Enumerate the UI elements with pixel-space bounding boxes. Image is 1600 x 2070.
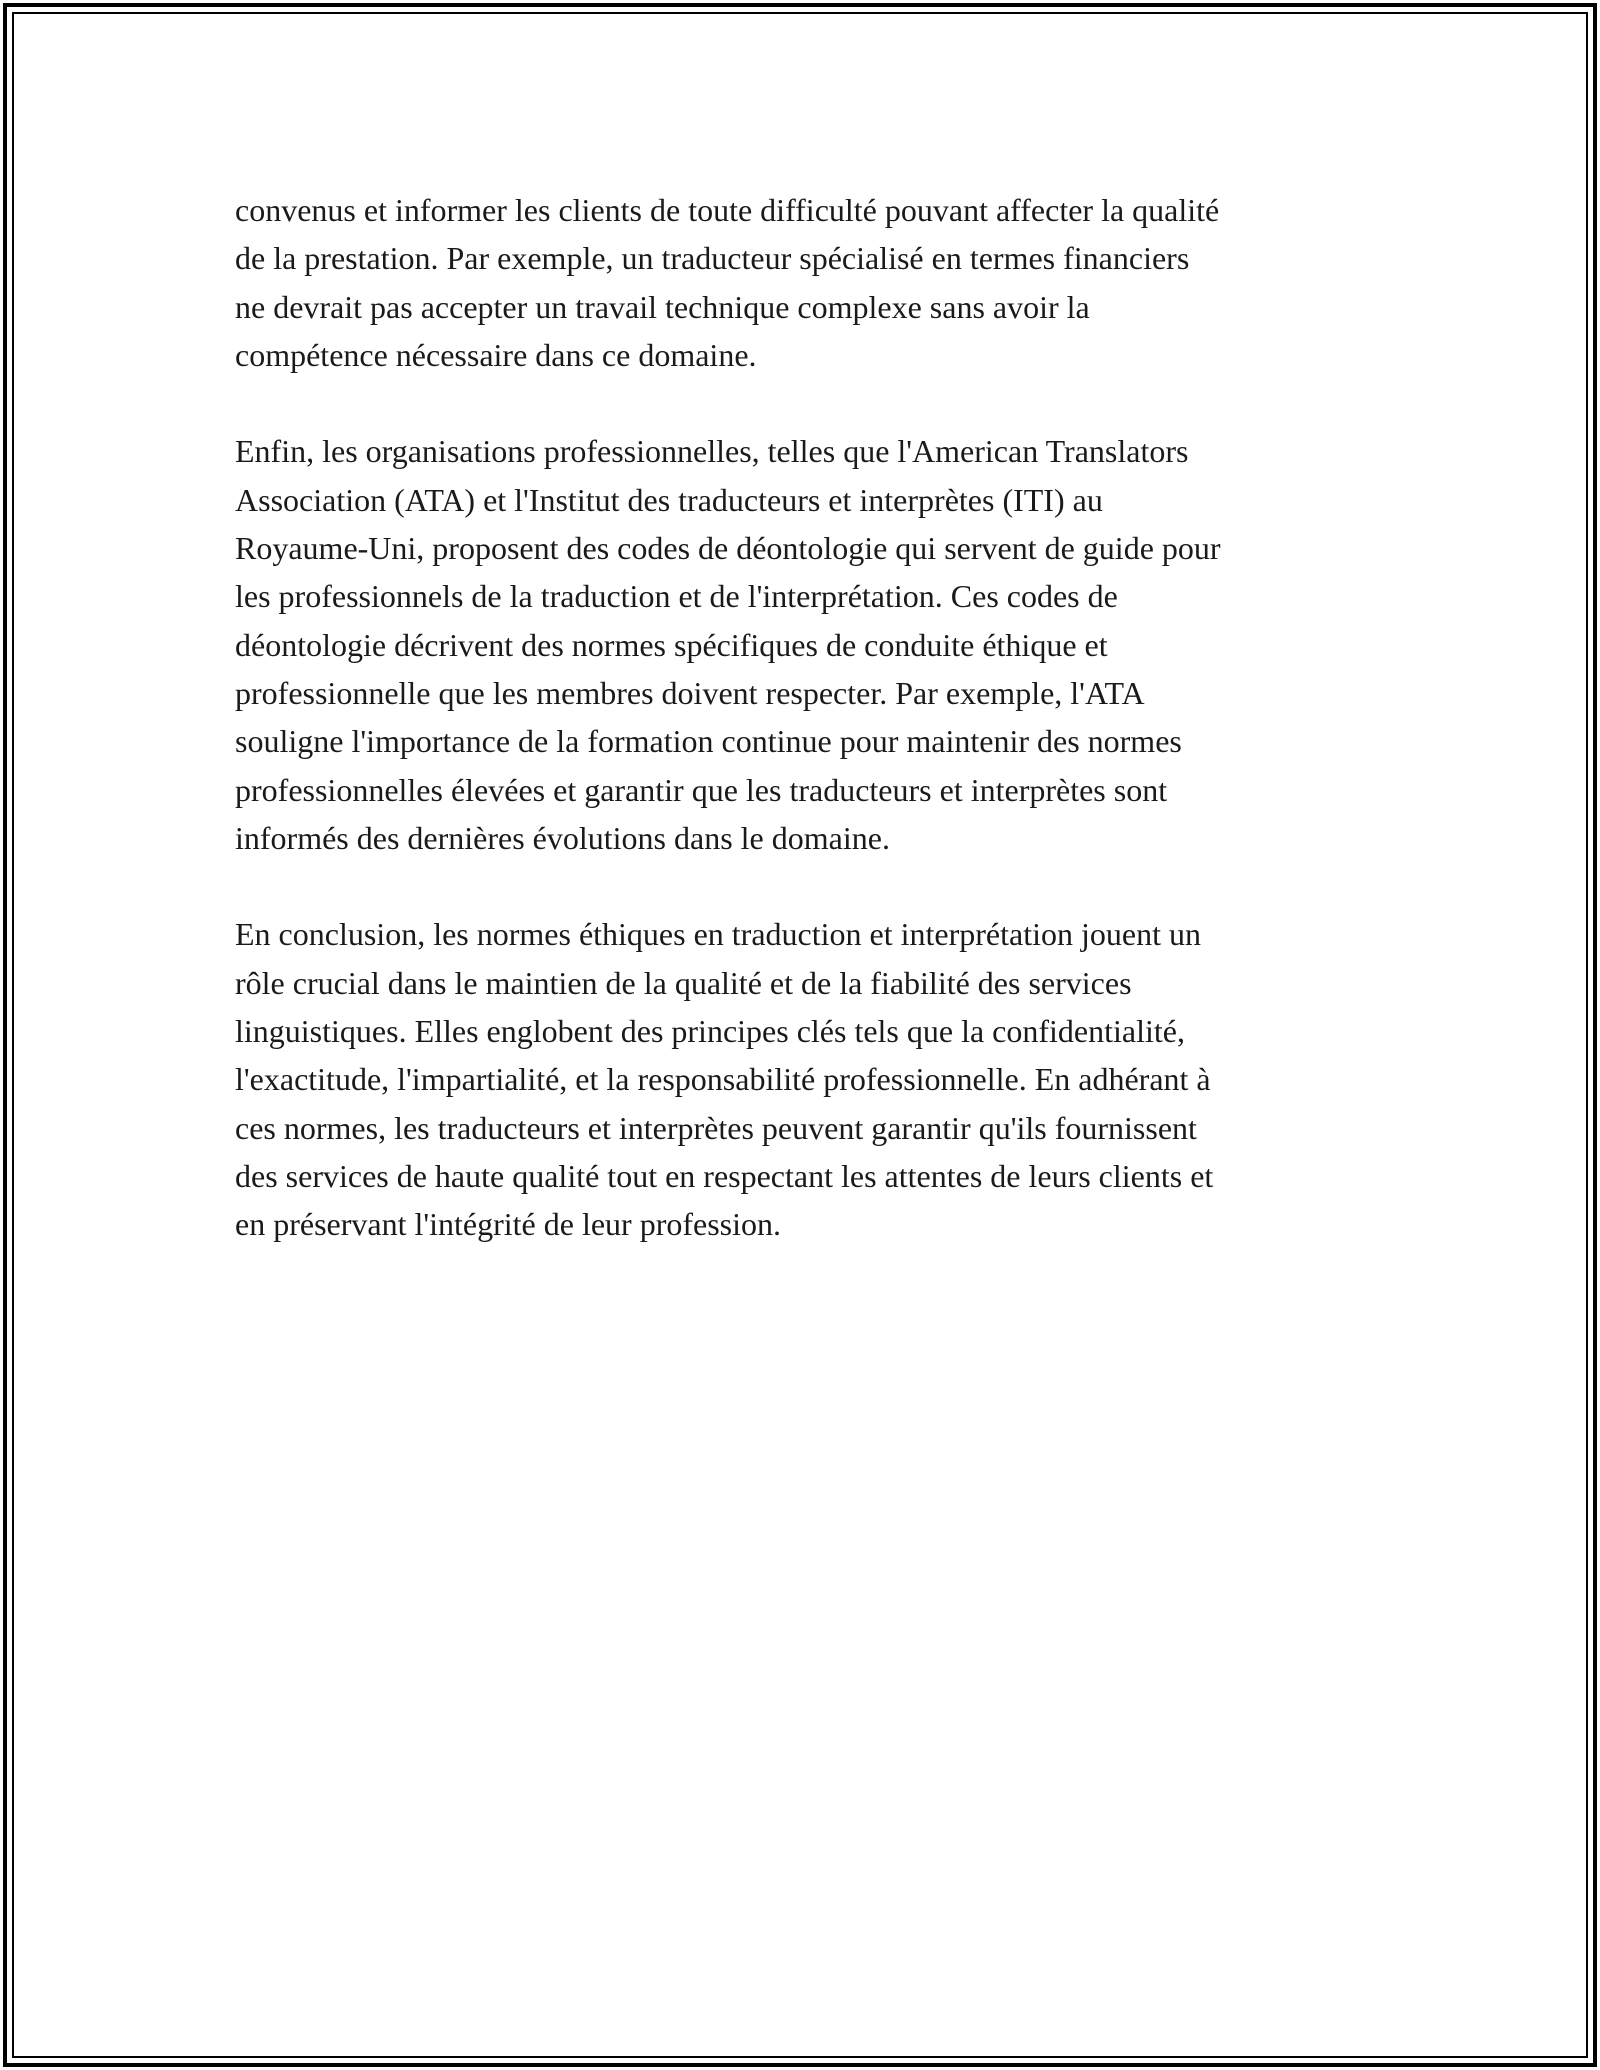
text-line: Royaume-Uni, proposent des codes de déontologie qui servent de guide pour	[235, 530, 1221, 567]
text-line: compétence nécessaire dans ce domaine.	[235, 336, 757, 373]
text-line: rôle crucial dans le maintien de la qualité et de la fiabilité des services	[235, 964, 1132, 1001]
paragraph-conclusion	[235, 910, 1375, 1248]
text-line: professionnelle que les membres doivent respecter. Par exemple, l'ATA	[235, 674, 1145, 711]
text-line: professionnelles élevées et garantir que les traducteurs et interprètes sont	[235, 771, 1168, 808]
text-line: linguistiques. Elles englobent des principes clés tels que la confidentialité,	[235, 1013, 1185, 1050]
text-line: des services de haute qualité tout en respectant les attentes de leurs clients et	[235, 1157, 1214, 1194]
paragraph-competence	[235, 186, 1375, 379]
text-line: souligne l'importance de la formation continue pour maintenir des normes	[235, 723, 1182, 760]
text-line: déontologie décrivent des normes spécifiques de conduite éthique et	[235, 626, 1108, 663]
text-line: ne devrait pas accepter un travail technique complexe sans avoir la	[235, 288, 1090, 325]
text-line: Association (ATA) et l'Institut des traducteurs et interprètes (ITI) au	[235, 481, 1103, 518]
text-line: en préservant l'intégrité de leur profession.	[235, 1206, 782, 1243]
text-line: convenus et informer les clients de toute difficulté pouvant affecter la qualité	[235, 192, 1220, 228]
text-line: de la prestation. Par exemple, un traducteur spécialisé en termes financiers	[235, 240, 1190, 277]
text-line: ces normes, les traducteurs et interprètes peuvent garantir qu'ils fournissent	[235, 1109, 1197, 1146]
document-body	[235, 186, 1375, 1297]
text-line: les professionnels de la traduction et de l'interprétation. Ces codes de	[235, 578, 1118, 615]
text-line: En conclusion, les normes éthiques en traduction et interprétation jouent un	[235, 916, 1201, 953]
text-line: informés des dernières évolutions dans le domaine.	[235, 819, 890, 856]
text-line: Enfin, les organisations professionnelles, telles que l'American Translators	[235, 433, 1189, 470]
text-line: l'exactitude, l'impartialité, et la responsabilité professionnelle. En adhérant à	[235, 1061, 1211, 1098]
paragraph-professional-organisations	[235, 427, 1375, 862]
